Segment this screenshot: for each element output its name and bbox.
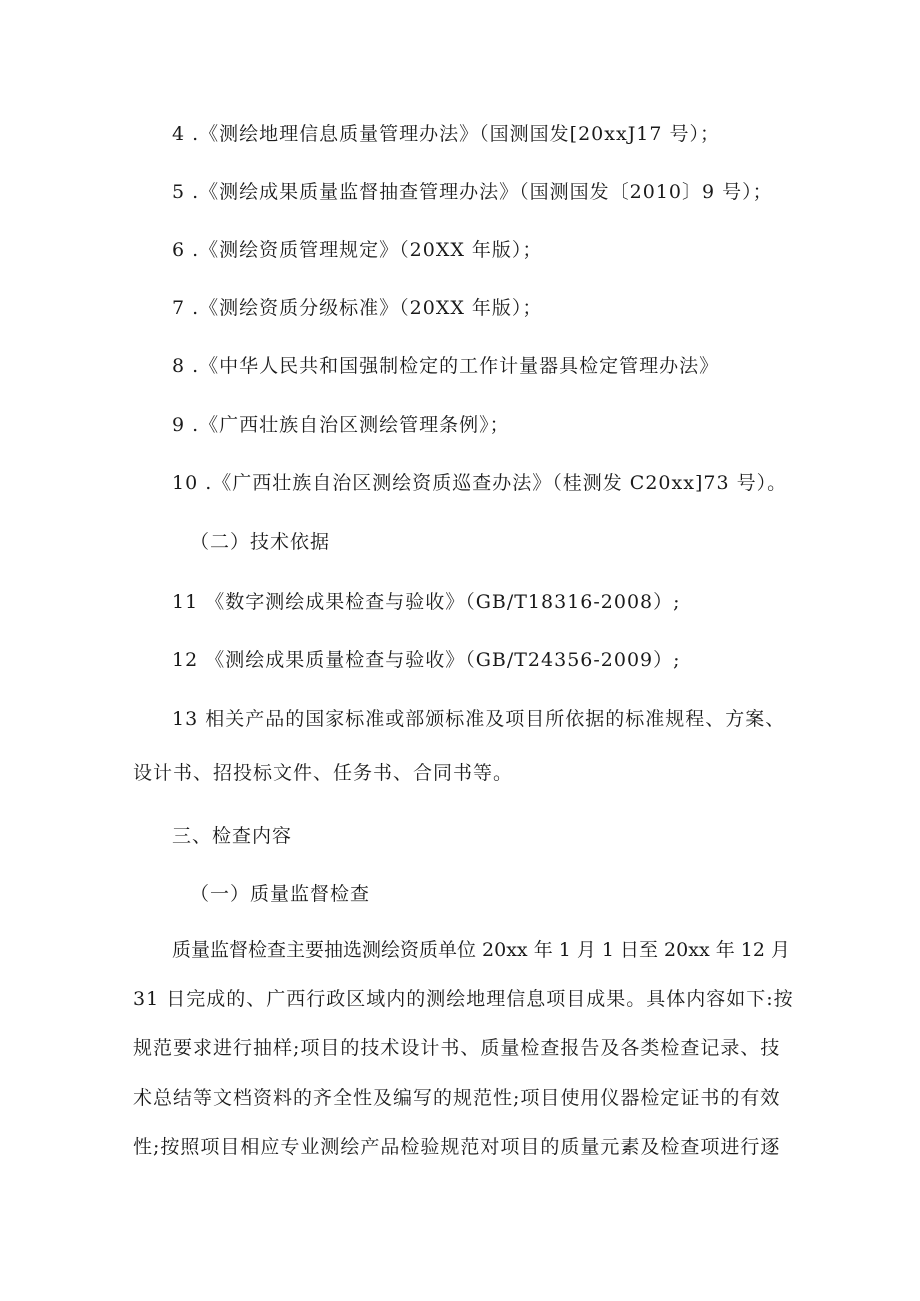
paragraph-line-3: 规范要求进行抽样;项目的技术设计书、质量检查报告及各类检查记录、技 xyxy=(133,1037,781,1059)
paragraph-line-2: 31 日完成的、广西行政区域内的测绘地理信息项目成果。具体内容如下:按 xyxy=(133,988,794,1010)
regulation-item-7: 7 .《测绘资质分级标准》（20XX 年版）； xyxy=(172,297,543,319)
regulation-item-9: 9 .《广西壮族自治区测绘管理条例》； xyxy=(172,414,510,436)
technical-item-13-line-2: 设计书、招投标文件、任务书、合同书等。 xyxy=(133,762,514,784)
subsection-heading-quality-supervision: （一）质量监督检查 xyxy=(190,883,371,905)
technical-item-12: 12 《测绘成果质量检查与验收》（GB/T24356-2009）; xyxy=(172,649,681,671)
regulation-item-4: 4 .《测绘地理信息质量管理办法》（国测国发[20xxJ17 号）； xyxy=(172,123,721,145)
technical-basis-heading: （二）技术依据 xyxy=(190,531,331,553)
section-heading-inspection-content: 三、检查内容 xyxy=(172,825,293,847)
regulation-item-10: 10 .《广西壮族自治区测绘资质巡查办法》（桂测发 C20xx]73 号）。 xyxy=(172,472,788,494)
technical-item-11: 11 《数字测绘成果检查与验收》（GB/T18316-2008）; xyxy=(172,591,681,613)
paragraph-line-1: 质量监督检查主要抽选测绘资质单位 20xx 年 1 月 1 日至 20xx 年 12 月 xyxy=(172,939,790,961)
paragraph-line-5: 性;按照项目相应专业测绘产品检验规范对项目的质量元素及检查项进行逐 xyxy=(133,1136,781,1158)
regulation-item-5: 5 .《测绘成果质量监督抽查管理办法》（国测国发〔2010〕9 号）； xyxy=(172,181,773,203)
technical-item-13-line-1: 13 相关产品的国家标准或部颁标准及项目所依据的标准规程、方案、 xyxy=(172,708,786,730)
paragraph-line-4: 术总结等文档资料的齐全性及编写的规范性;项目使用仪器检定证书的有效 xyxy=(133,1087,781,1109)
regulation-item-6: 6 .《测绘资质管理规定》（20XX 年版）； xyxy=(172,239,543,261)
regulation-item-8: 8 .《中华人民共和国强制检定的工作计量器具检定管理办法》 xyxy=(172,355,720,377)
